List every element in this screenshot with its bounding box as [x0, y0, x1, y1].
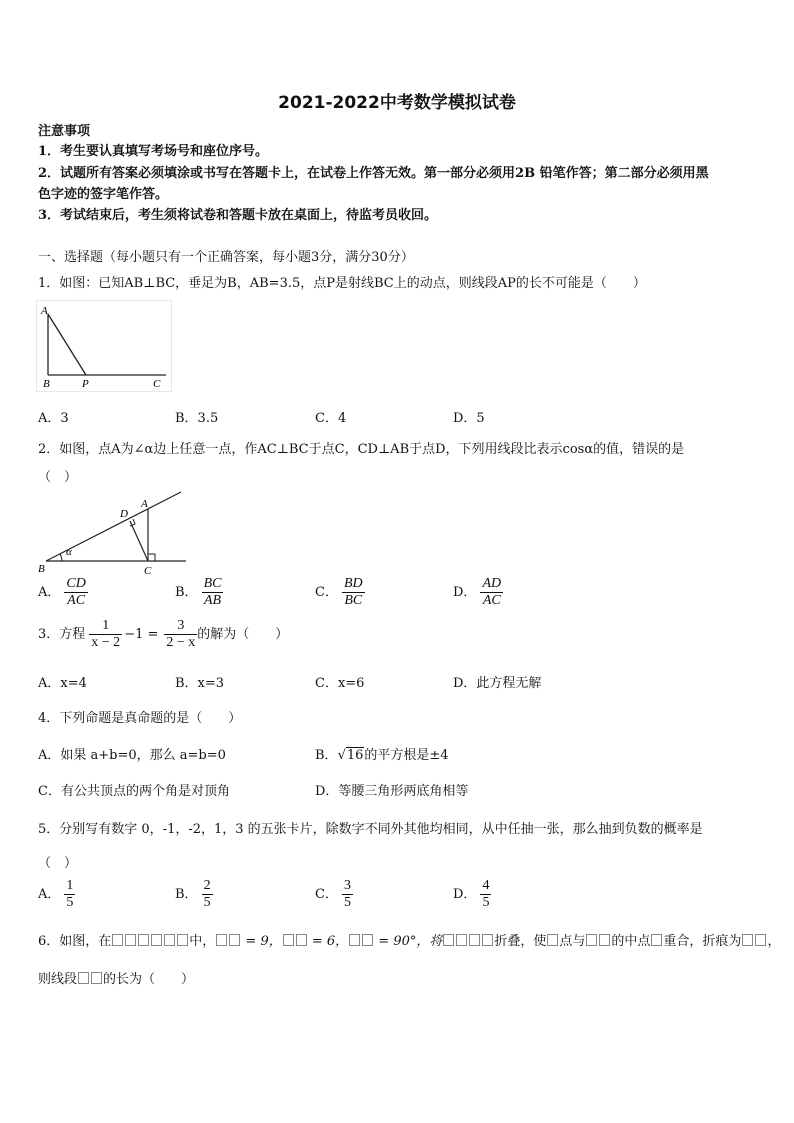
q3-option-d: D．此方程无解: [453, 676, 542, 691]
sqrt-expression: √16: [337, 748, 364, 763]
q1-option-d: D．5: [453, 411, 485, 426]
note-item-3: 3．考试结束后，考生须将试卷和答题卡放在桌面上，待监考员收回。: [38, 208, 438, 223]
note-item-2-cont: 色字迹的签字笔作答。: [38, 187, 169, 202]
q4-option-b: B．√16的平方根是±4: [315, 748, 449, 763]
missing-glyph: [125, 934, 136, 946]
segment-ap: [48, 314, 86, 375]
q5-option-d-fraction: $\frac{4}{5}$: [482, 878, 490, 910]
label-p: P: [82, 378, 89, 390]
label-a: A: [141, 498, 148, 510]
q2-option-c-fraction: $\frac{BD}{BC}$: [343, 576, 363, 608]
q5-option-b: B． $\frac{2}{5}$: [175, 878, 211, 910]
missing-glyph: [443, 934, 454, 946]
q2-option-d-fraction: $\frac{AD}{AC}$: [482, 576, 502, 608]
q5-option-d: D． $\frac{4}{5}$: [453, 878, 490, 910]
q2-option-b-fraction: $\frac{BC}{AB}$: [203, 576, 222, 608]
q2-option-d: D． $\frac{AD}{AC}$: [453, 576, 502, 608]
question-6-stem: 6．如图，在 中， = 9， = 6， = 90°，将 折叠，使 点与 的中点 重合，折痕为 ，: [38, 934, 781, 949]
missing-glyph: [112, 934, 123, 946]
q2-option-b: B． $\frac{BC}{AB}$: [175, 576, 222, 608]
question-4-stem: 4．下列命题是真命题的是（ ）: [38, 711, 242, 726]
page-title: 2021-2022中考数学模拟试卷: [278, 93, 516, 113]
q4-option-c: C．有公共顶点的两个角是对顶角: [38, 784, 230, 799]
missing-glyph: [362, 934, 373, 946]
note-item-2: 2．试题所有答案必须填涂或书写在答题卡上，在试卷上作答无效。第一部分必须用2B 铅笔作答；第二部分必须用黑: [38, 166, 709, 181]
missing-glyph: [586, 934, 597, 946]
label-b: B: [43, 378, 50, 390]
question-1-figure: [36, 300, 172, 392]
missing-glyph: [216, 934, 227, 946]
angle-arc: [60, 554, 62, 561]
missing-glyph: [349, 934, 360, 946]
question-2-figure: [36, 488, 188, 580]
missing-glyph: [283, 934, 294, 946]
missing-glyph: [651, 934, 662, 946]
q2-option-a-fraction: $\frac{CD}{AC}$: [66, 576, 86, 608]
q1-option-b: B．3.5: [175, 411, 219, 426]
label-d: D: [120, 508, 128, 520]
missing-glyph: [469, 934, 480, 946]
q1-option-c: C．4: [315, 411, 347, 426]
label-c: C: [144, 565, 152, 577]
label-b: B: [38, 563, 45, 575]
q5-option-a-fraction: $\frac{1}{5}$: [66, 878, 74, 910]
q3-option-c: C．x=6: [315, 676, 365, 691]
label-alpha: α: [66, 546, 72, 558]
missing-glyph: [229, 934, 240, 946]
segment-cd: [130, 521, 148, 561]
q3-option-b: B．x=3: [175, 676, 225, 691]
notes-heading: 注意事项: [38, 124, 91, 139]
q2-option-a: A． $\frac{CD}{AC}$: [38, 576, 86, 608]
missing-glyph: [456, 934, 467, 946]
right-angle-c: [148, 554, 155, 561]
question-2-stem: 2．如图，点A为∠α边上任意一点，作AC⊥BC于点C，CD⊥AB于点D，下列用线段比表示cosα的值，错误的是: [38, 442, 685, 457]
q1-option-a: A．3: [38, 411, 69, 426]
question-2-paren: （ ）: [38, 470, 78, 485]
section-heading: 一、选择题（每小题只有一个正确答案，每小题3分，满分30分）: [38, 250, 414, 265]
q4-option-d: D．等腰三角形两底角相等: [315, 784, 469, 799]
question-3-stem: 3．方程 $\frac{1}{x - 2}$ −1 = $\frac{3}{2 - x}$ 的解为（ ）: [38, 618, 289, 650]
question-5-paren: （ ）: [38, 856, 78, 871]
missing-glyph: [742, 934, 753, 946]
missing-glyph: [599, 934, 610, 946]
missing-glyph: [547, 934, 558, 946]
q5-option-c-fraction: $\frac{3}{5}$: [343, 878, 351, 910]
missing-glyph: [164, 934, 175, 946]
label-c: C: [153, 378, 161, 390]
note-item-1: 1．考生要认真填写考场号和座位序号。: [38, 144, 269, 159]
missing-glyph: [138, 934, 149, 946]
missing-glyph: [91, 972, 102, 984]
q4-option-a: A．如果 a+b=0，那么 a=b=0: [38, 748, 226, 763]
q2-option-c: C． $\frac{BD}{BC}$: [315, 576, 363, 608]
question-6-line-2: 则线段 的长为（ ）: [38, 972, 195, 987]
figure-frame: [37, 301, 172, 392]
question-1-stem: 1．如图：已知AB⊥BC，垂足为B，AB=3.5，点P是射线BC上的动点，则线段AP的长不可能是（ ）: [38, 276, 646, 291]
question-5-stem: 5．分别写有数字 0，-1，-2，1，3 的五张卡片，除数字不同外其他均相同，从中任抽一张，那么抽到负数的概率是: [38, 822, 703, 837]
missing-glyph: [151, 934, 162, 946]
missing-glyph: [78, 972, 89, 984]
q3-option-a: A．x=4: [38, 676, 87, 691]
missing-glyph: [177, 934, 188, 946]
q5-option-b-fraction: $\frac{2}{5}$: [203, 878, 211, 910]
q5-option-c: C． $\frac{3}{5}$: [315, 878, 351, 910]
missing-glyph: [482, 934, 493, 946]
label-a: A: [41, 305, 48, 317]
q3-fraction-1: $\frac{1}{x - 2}$: [91, 618, 121, 650]
missing-glyph: [296, 934, 307, 946]
q5-option-a: A． $\frac{1}{5}$: [38, 878, 74, 910]
q3-fraction-2: $\frac{3}{2 - x}$: [166, 618, 196, 650]
missing-glyph: [755, 934, 766, 946]
